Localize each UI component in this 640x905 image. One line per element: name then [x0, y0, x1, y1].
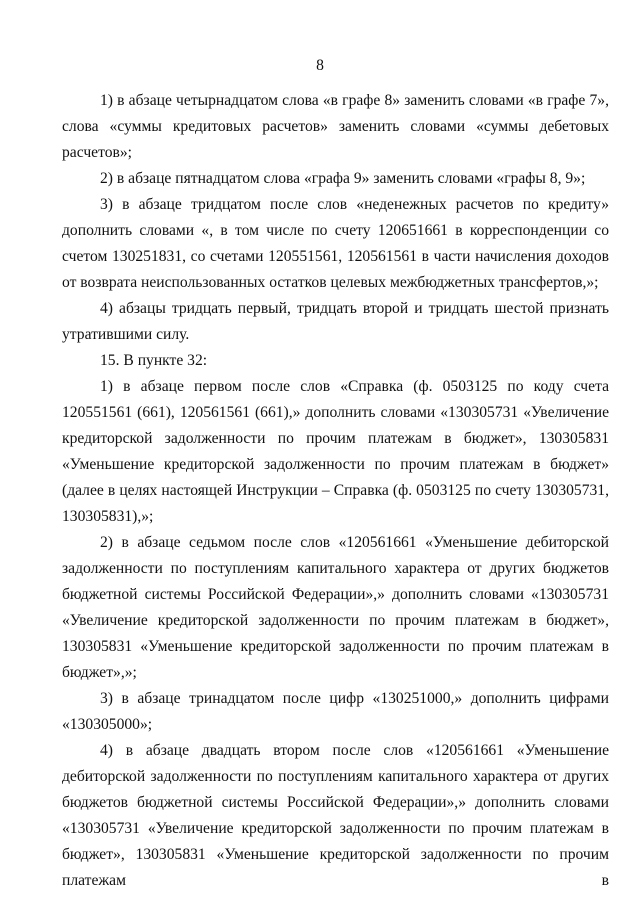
- page-number: 8: [316, 57, 324, 74]
- paragraph-item-5: 1) в абзаце первом после слов «Справка (ф. 0503125 по коду счета 120551561 (661), 120561561 (661),» дополнить словами «130305731 «Увеличение кредиторской задолженности по прочим платежам в бюджет», 130305831 «Уменьшение кредиторской задолженности по прочим платежам в бюджет» (далее в целях настоящей Инструкции – Справка (ф. 0503125 по счету 130305731, 130305831),»;: [62, 378, 609, 525]
- paragraph-item-6: 2) в абзаце седьмом после слов «120561661 «Уменьшение дебиторской задолженности по поступлениям капитального характера от других бюджетов бюджетной системы Российской Федерации»,» дополнить словами «130305731 «Увеличение кредиторской задолженности по прочим платежам в бюджет», 130305831 «Уменьшение кредиторской задолженности по прочим платежам в бюджет»,»;: [62, 534, 609, 681]
- paragraph-item-4: 4) абзацы тридцать первый, тридцать второй и тридцать шестой признать утратившими силу.: [62, 300, 609, 343]
- paragraph-item-7: 3) в абзаце тринадцатом после цифр «130251000,» дополнить цифрами «130305000»;: [62, 690, 609, 733]
- section-heading-15: 15. В пункте 32:: [100, 352, 208, 369]
- paragraph-item-2: 2) в абзаце пятнадцатом слова «графа 9» заменить словами «графы 8, 9»;: [100, 170, 586, 187]
- paragraph-item-3: 3) в абзаце тридцатом после слов «неденежных расчетов по кредиту» дополнить словами «, в том числе по счету 120651661 в корреспонденции со счетом 130251831, со счетами 120551561, 120561561 в части начисления доходов от возврата неиспользованных остатков целевых межбюджетных трансфертов,»;: [62, 196, 609, 291]
- paragraph-item-8: 4) в абзаце двадцать втором после слов «120561661 «Уменьшение дебиторской задолженности по поступлениям капитального характера от других бюджетов бюджетной системы Российской Федерации»,» дополнить словами «130305731 «Увеличение кредиторской задолженности по прочим платежам в бюджет», 130305831 «Уменьшение кредиторской задолженности по прочим платежам в: [62, 742, 609, 889]
- paragraph-item-1: 1) в абзаце четырнадцатом слова «в графе 8» заменить словами «в графе 7», слова «суммы кредитовых расчетов» заменить словами «суммы дебетовых расчетов»;: [62, 92, 609, 161]
- document-body: [62, 88, 609, 894]
